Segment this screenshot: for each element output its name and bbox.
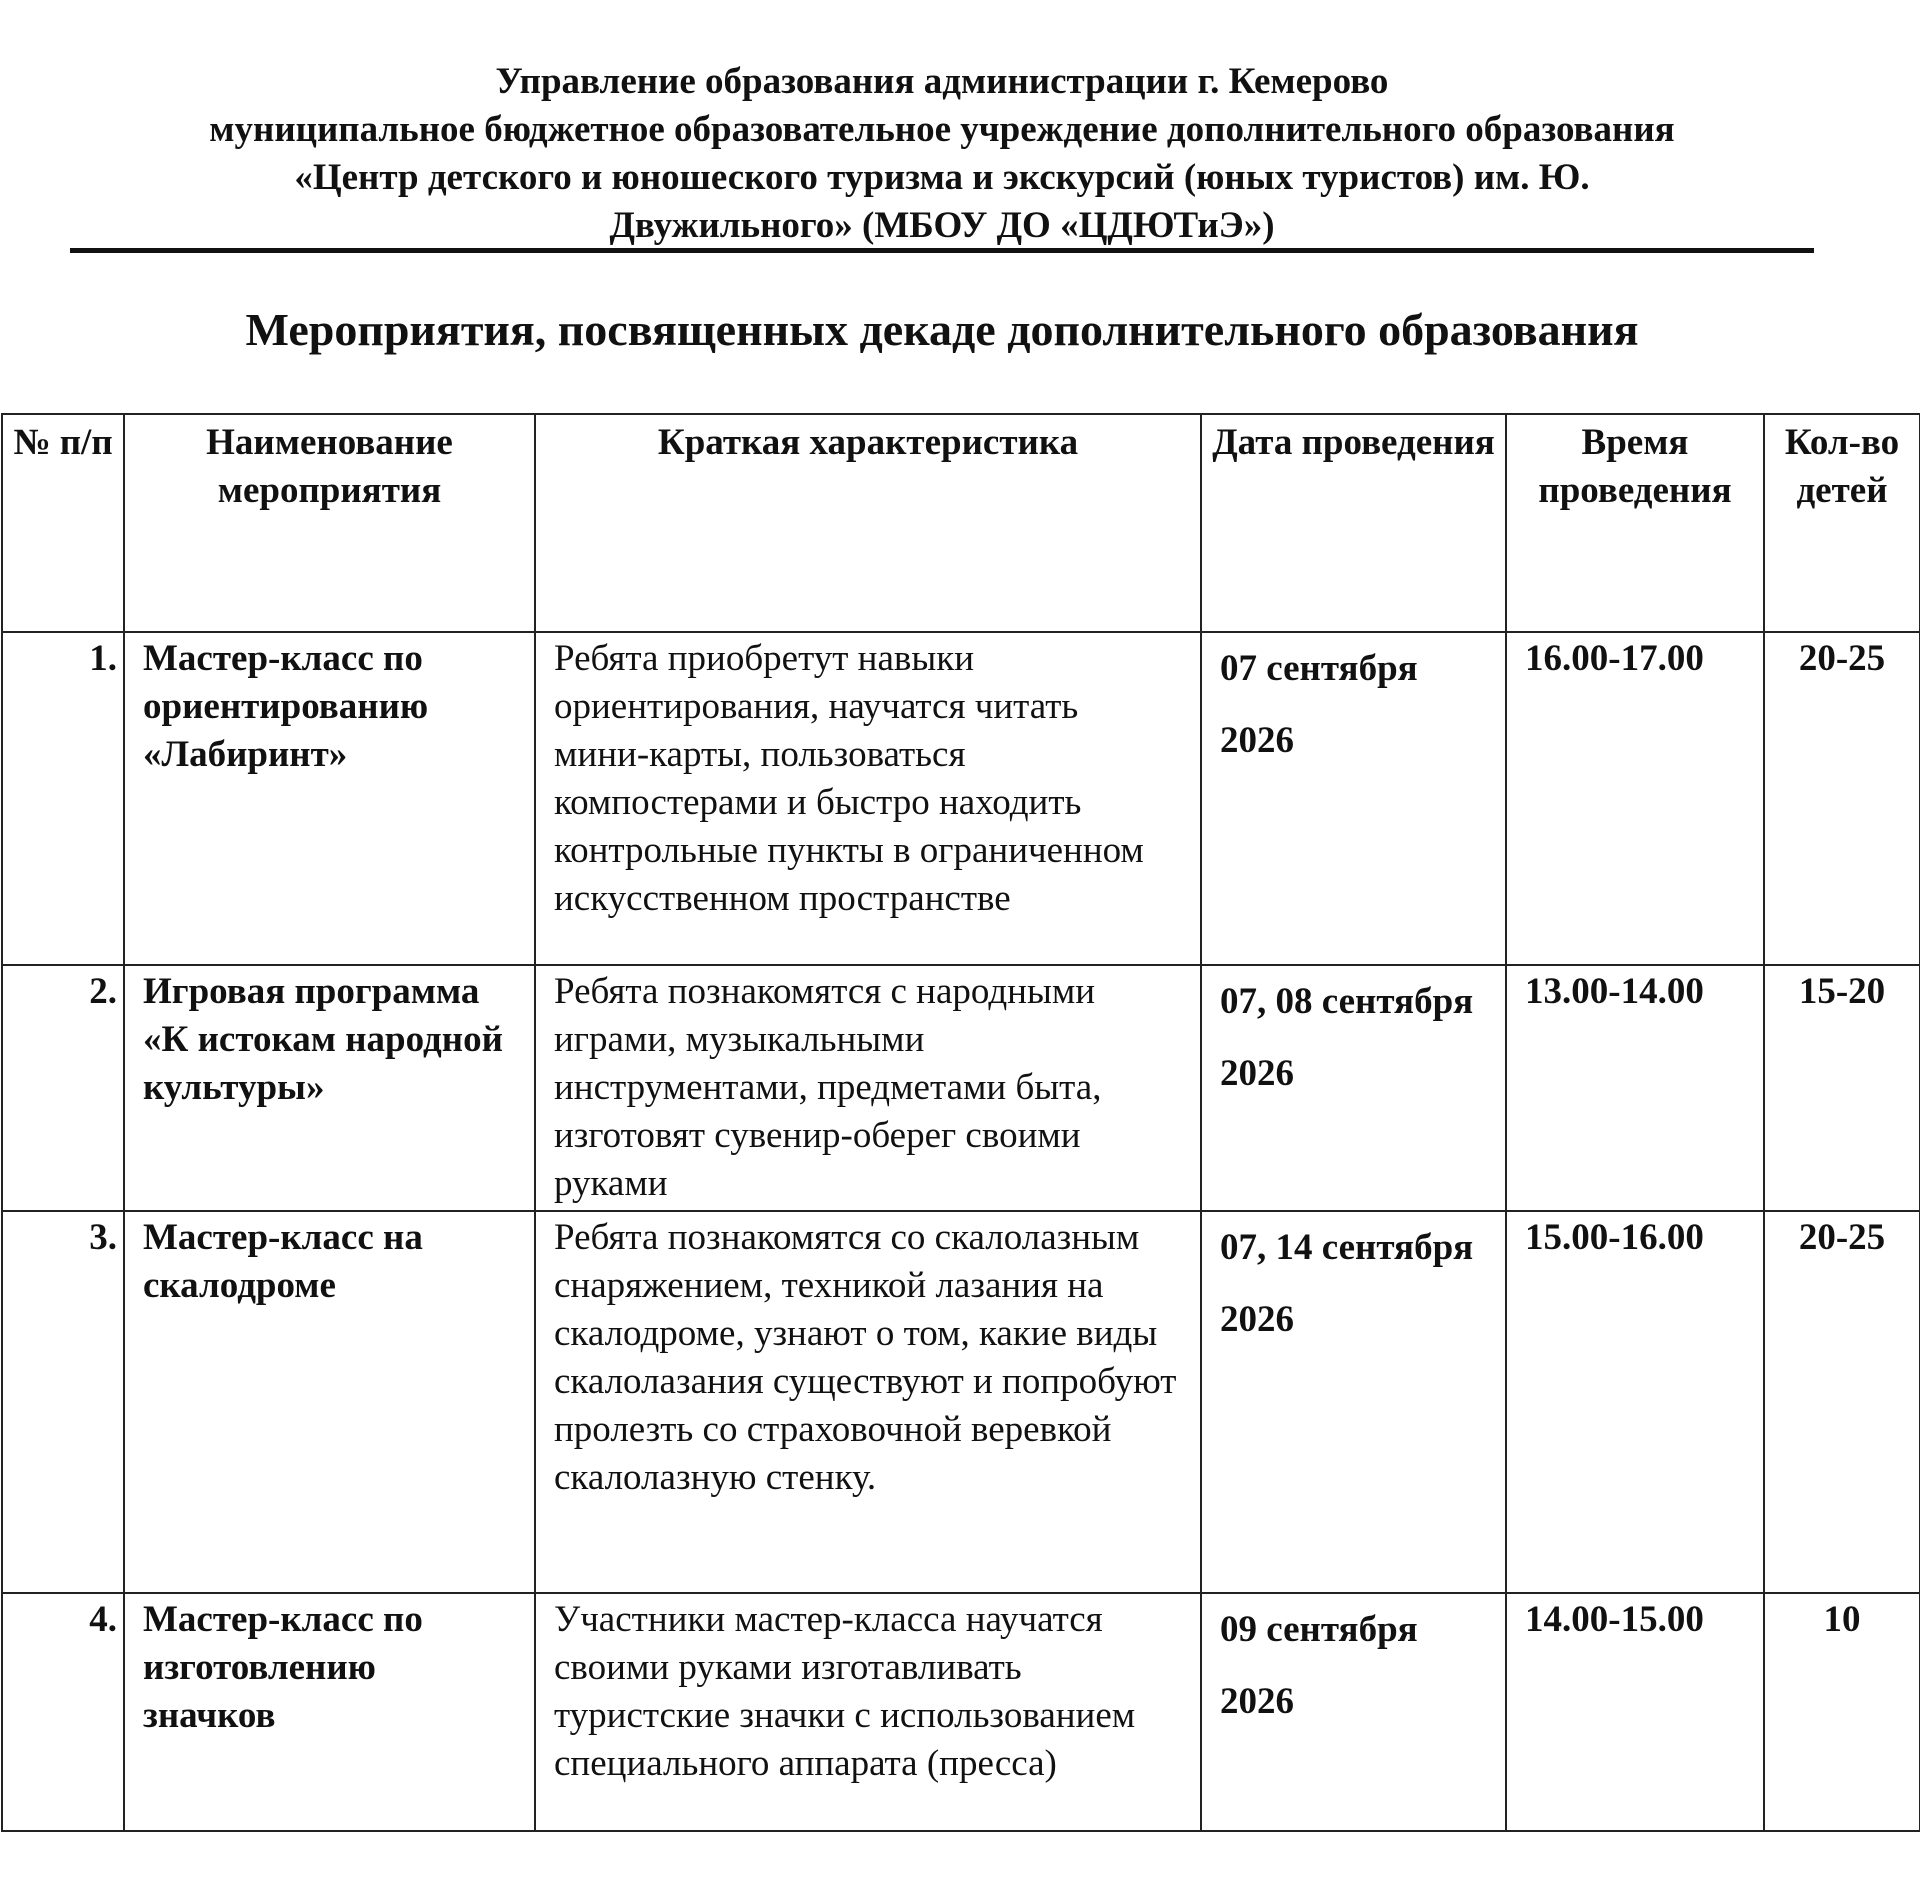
letterhead-line-institution-short: Двужильного» (МБОУ ДО «ЦДЮТиЭ») — [609, 205, 1275, 246]
table-row — [2, 632, 1920, 965]
table-header-row — [2, 414, 1920, 632]
header-event-name: Наименование мероприятия — [124, 414, 535, 632]
table-row — [2, 1211, 1920, 1593]
event-description: Ребята познакомятся с народными играми, музыкальными инструментами, предметами быта, изготовят сувенир-оберег своими руками — [535, 965, 1201, 1211]
children-count: 15-20 — [1764, 965, 1920, 1211]
event-name: Мастер-класс по изготовлению значков — [124, 1593, 535, 1831]
letterhead-line-institution-name: «Центр детского и юношеского туризма и экскурсий (юных туристов) им. Ю. — [294, 157, 1590, 198]
event-date: 07, 14 сентября 2026 — [1201, 1211, 1506, 1593]
document-title: Мероприятия, посвященных декаде дополнительного образования — [245, 304, 1639, 355]
children-count: 20-25 — [1764, 1211, 1920, 1593]
table-row — [2, 965, 1920, 1211]
header-date: Дата проведения — [1201, 414, 1506, 632]
event-date: 07, 08 сентября 2026 — [1201, 965, 1506, 1211]
event-name: Игровая программа «К истокам народной культуры» — [124, 965, 535, 1211]
children-count: 20-25 — [1764, 632, 1920, 965]
row-number: 2. — [2, 965, 124, 1211]
events-table — [1, 413, 1920, 1832]
event-time: 16.00-17.00 — [1506, 632, 1764, 965]
header-time: Время проведения — [1506, 414, 1764, 632]
event-date: 09 сентября 2026 — [1201, 1593, 1506, 1831]
event-time: 15.00-16.00 — [1506, 1211, 1764, 1593]
event-description: Участники мастер-класса научатся своими руками изготавливать туристские значки с использованием специального аппарата (пресса) — [535, 1593, 1201, 1831]
row-number: 1. — [2, 632, 124, 965]
event-time: 14.00-15.00 — [1506, 1593, 1764, 1831]
event-date: 07 сентября 2026 — [1201, 632, 1506, 965]
event-time: 13.00-14.00 — [1506, 965, 1764, 1211]
table-row — [2, 1593, 1920, 1831]
event-name: Мастер-класс по ориентированию «Лабиринт» — [124, 632, 535, 965]
header-description: Краткая характеристика — [535, 414, 1201, 632]
event-description: Ребята приобретут навыки ориентирования, научатся читать мини-карты, пользоваться компостерами и быстро находить контрольные пункты в ограниченном искусственном пространстве — [535, 632, 1201, 965]
header-number: № п/п — [2, 414, 124, 632]
header-children-count: Кол-во детей — [1764, 414, 1920, 632]
event-name: Мастер-класс на скалодроме — [124, 1211, 535, 1593]
letterhead-line-department: Управление образования администрации г. Кемерово — [495, 61, 1389, 102]
letterhead-line-institution-type: муниципальное бюджетное образовательное учреждение дополнительного образования — [209, 109, 1675, 150]
letterhead-divider — [70, 248, 1814, 253]
event-description: Ребята познакомятся со скалолазным снаряжением, техникой лазания на скалодроме, узнают о том, какие виды скалолазания существуют и попробуют пролезть со страховочной веревкой скалолазную стенку. — [535, 1211, 1201, 1593]
letterhead — [70, 58, 1814, 250]
children-count: 10 — [1764, 1593, 1920, 1831]
row-number: 3. — [2, 1211, 124, 1593]
row-number: 4. — [2, 1593, 124, 1831]
